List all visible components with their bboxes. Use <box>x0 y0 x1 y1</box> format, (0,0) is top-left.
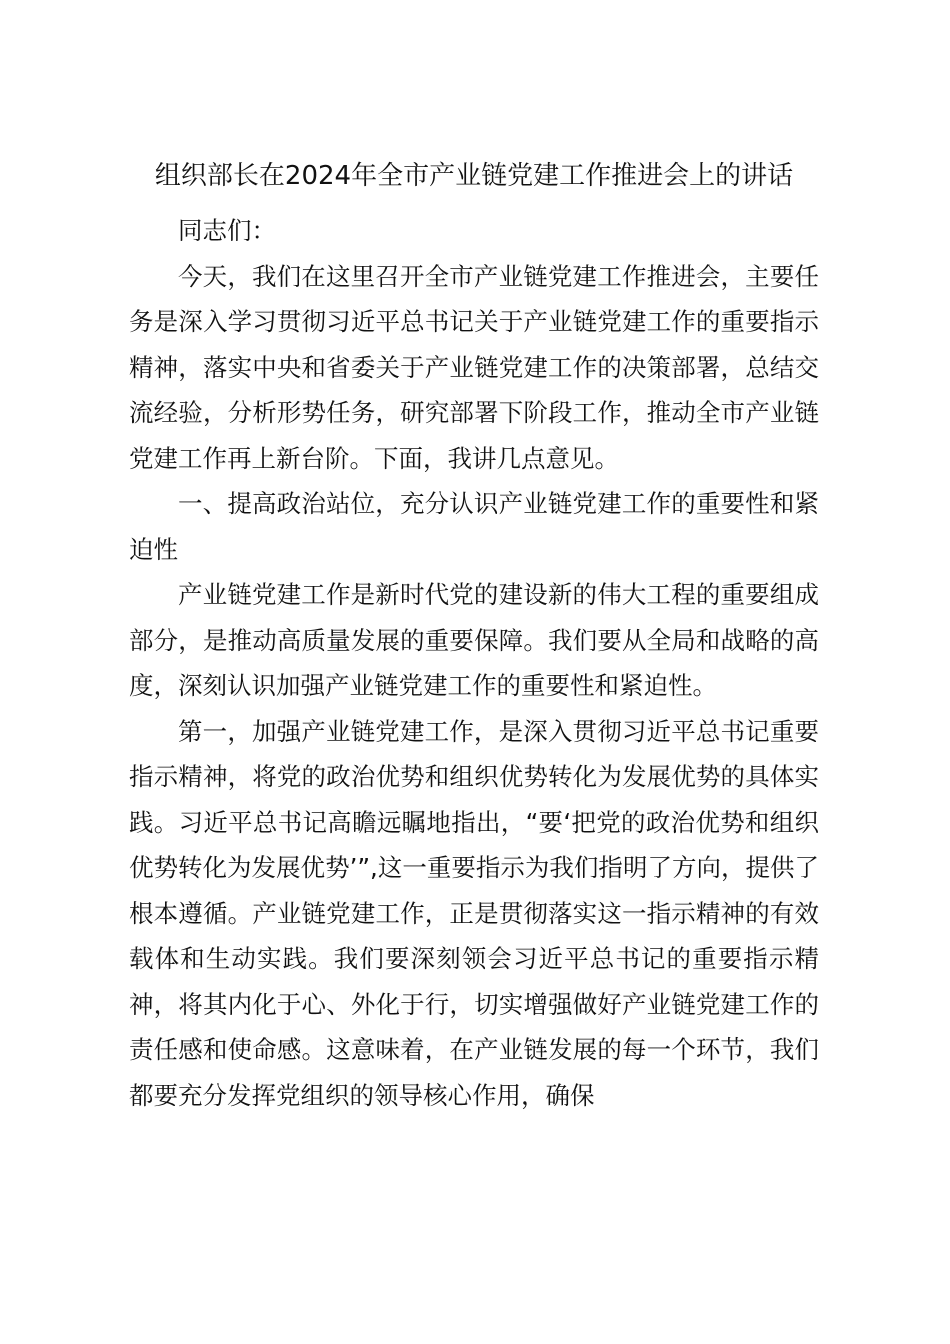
document-page <box>129 152 819 1118</box>
document-title: 组织部长在2024年全市产业链党建工作推进会上的讲话 <box>154 161 794 191</box>
paragraph-intro: 今天，我们在这里召开全市产业链党建工作推进会，主要任务是深入学习贯彻习近平总书记关于产业链党建工作的重要指示精神，落实中央和省委关于产业链党建工作的决策部署，总结交流经验，分析形势任务，研究部署下阶段工作，推动全市产业链党建工作再上新台阶。下面，我讲几点意见。 <box>129 261 819 473</box>
paragraph-section-1: 产业链党建工作是新时代党的建设新的伟大工程的重要组成部分，是推动高质量发展的重要保障。我们要从全局和战略的高度，深刻认识加强产业链党建工作的重要性和紧迫性。 <box>129 580 819 700</box>
paragraph-point-1: 第一，加强产业链党建工作，是深入贯彻习近平总书记重要指示精神，将党的政治优势和组织优势转化为发展优势的具体实践。习近平总书记高瞻远瞩地指出，“要‘把党的政治优势和组织优势转化为发展优势’”,这一重要指示为我们指明了方向，提供了根本遵循。产业链党建工作，正是贯彻落实这一指示精神的有效载体和生动实践。我们要深刻领会习近平总书记的重要指示精神，将其内化于心、外化于行，切实增强做好产业链党建工作的责任感和使命感。这意味着，在产业链发展的每一个环节，我们都要充分发挥党组织的领导核心作用，确保 <box>129 716 819 1110</box>
section-heading-1: 一、提高政治站位，充分认识产业链党建工作的重要性和紧迫性 <box>129 489 819 564</box>
salutation: 同志们： <box>178 216 276 245</box>
